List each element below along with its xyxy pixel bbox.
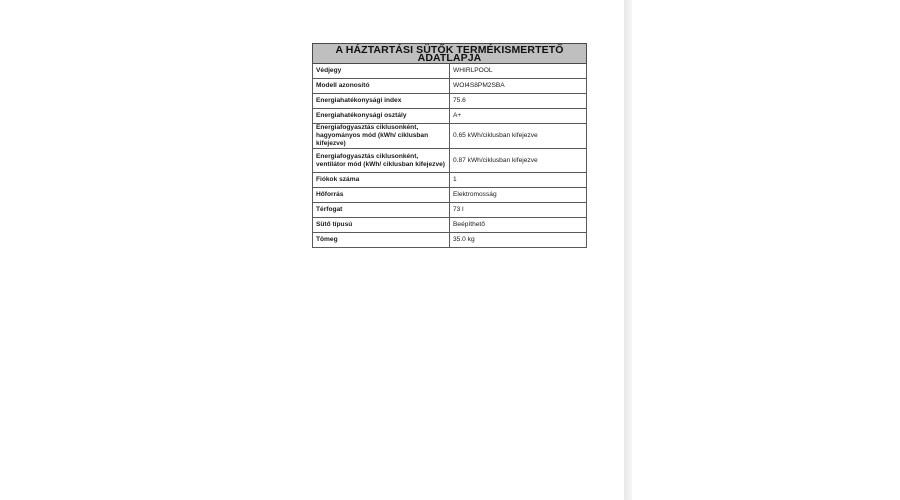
- viewer-background: [632, 0, 900, 500]
- row-value: WHIRLPOOL: [450, 64, 587, 79]
- row-label: Energiahatékonysági osztály: [313, 109, 450, 124]
- row-value: 73 l: [450, 203, 587, 218]
- row-value: 75.6: [450, 94, 587, 109]
- row-value: 35.0 kg: [450, 233, 587, 248]
- table-row: [313, 124, 587, 149]
- row-label: Energiahatékonysági index: [313, 94, 450, 109]
- row-label: Modell azonosító: [313, 79, 450, 94]
- row-value: A+: [450, 109, 587, 124]
- table-row: [313, 233, 587, 248]
- row-value: 0.87 kWh/ciklusban kifejezve: [450, 149, 587, 173]
- product-fiche-table: [312, 43, 587, 248]
- table-row: [313, 64, 587, 79]
- table-header-row: [313, 44, 587, 64]
- table-title: A HÁZTARTÁSI SÜTŐK TERMÉKISMERTETŐ ADATLAPJA: [313, 44, 587, 64]
- row-label: Energiafogyasztás ciklusonként, ventilátor mód (kWh/ ciklusban kifejezve): [313, 149, 450, 173]
- page-edge-shadow: [624, 0, 632, 500]
- row-value: 0.65 kWh/ciklusban kifejezve: [450, 124, 587, 149]
- row-value: Elektromosság: [450, 188, 587, 203]
- row-label: Sütő típusú: [313, 218, 450, 233]
- row-value: 1: [450, 173, 587, 188]
- table-row: [313, 218, 587, 233]
- row-value: WOI4S8PM2SBA: [450, 79, 587, 94]
- table-row: [313, 203, 587, 218]
- table-row: [313, 109, 587, 124]
- row-label: Energiafogyasztás ciklusonként, hagyományos mód (kWh/ ciklusban kifejezve): [313, 124, 450, 149]
- row-label: Hőforrás: [313, 188, 450, 203]
- row-label: Fiókok száma: [313, 173, 450, 188]
- table-row: [313, 188, 587, 203]
- table-row: [313, 79, 587, 94]
- row-label: Tömeg: [313, 233, 450, 248]
- row-value: Beépíthető: [450, 218, 587, 233]
- table-row: [313, 149, 587, 173]
- table-row: [313, 173, 587, 188]
- row-label: Térfogat: [313, 203, 450, 218]
- row-label: Védjegy: [313, 64, 450, 79]
- table-row: [313, 94, 587, 109]
